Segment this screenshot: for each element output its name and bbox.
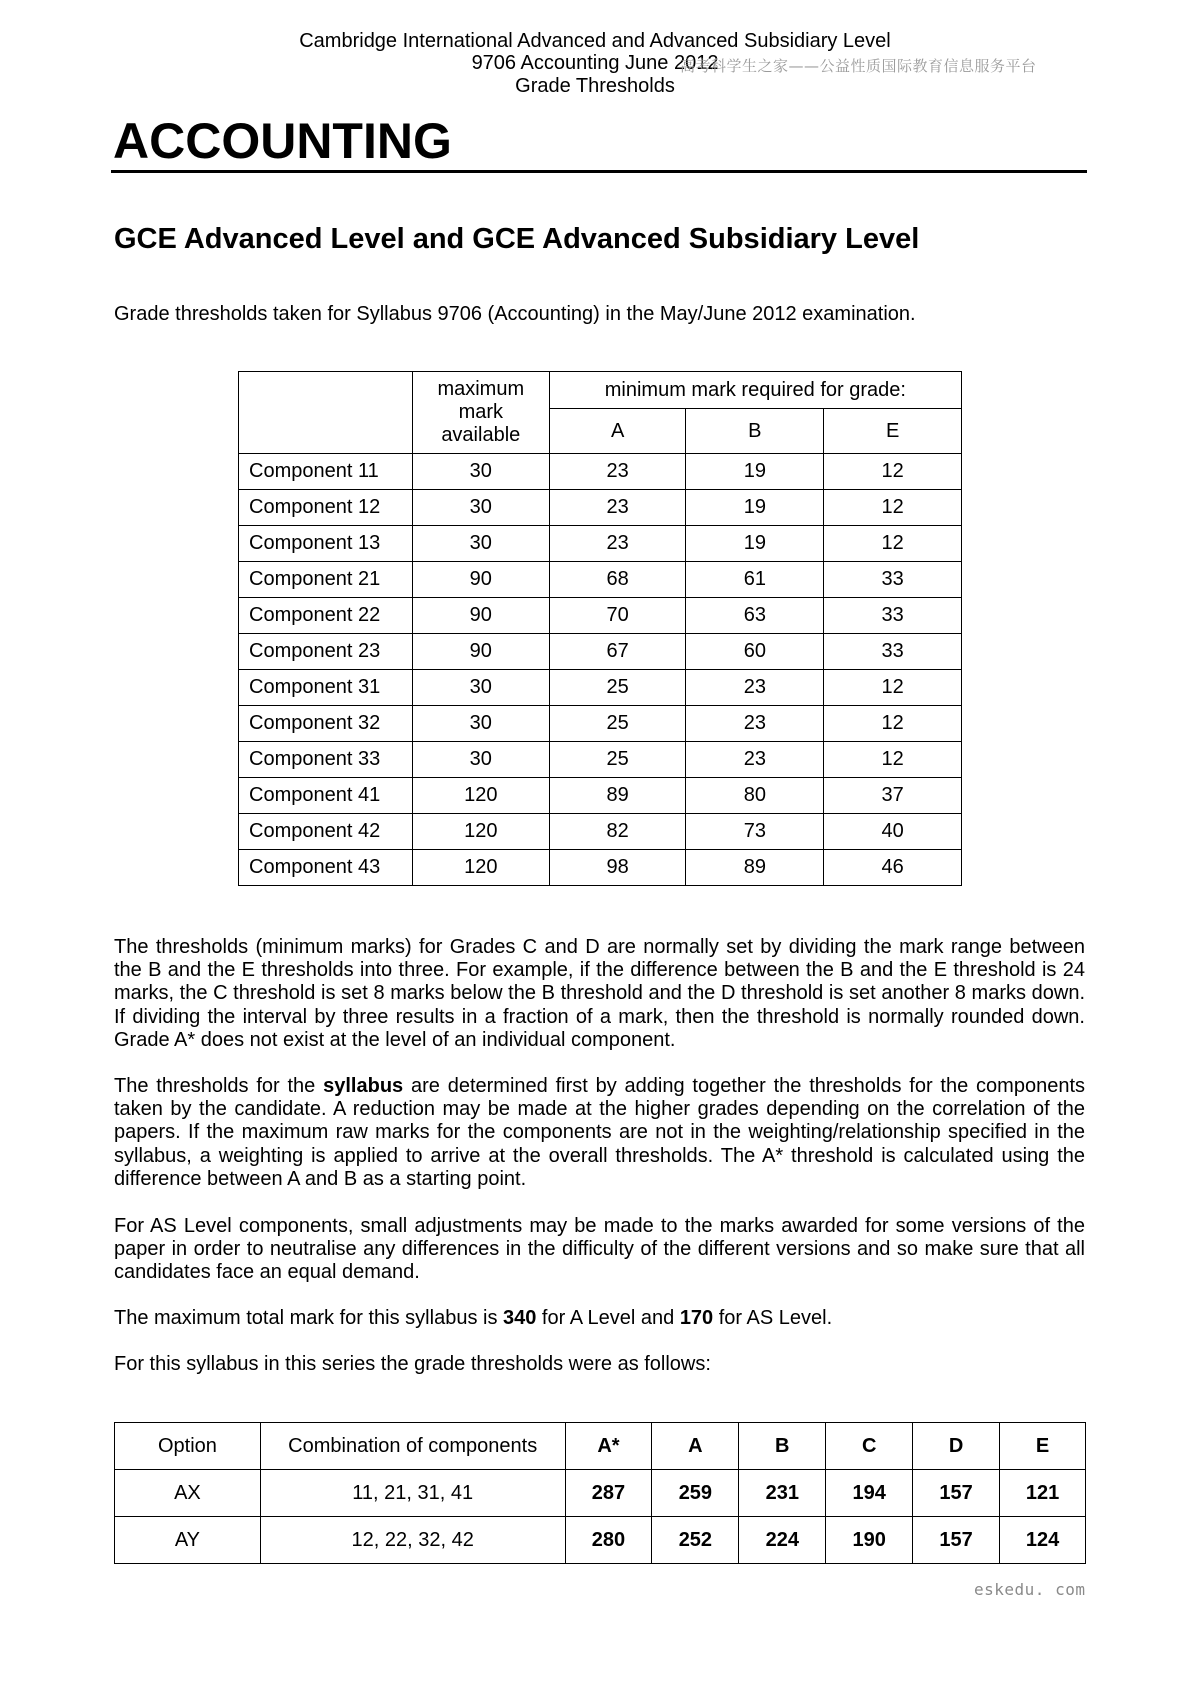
grade-header-astar: A*: [565, 1423, 652, 1470]
table-row: [239, 490, 962, 526]
grade-c-cell: 190: [826, 1517, 913, 1564]
grade-a-cell: 25: [549, 706, 686, 742]
grade-e-cell: 12: [824, 706, 962, 742]
table-row: [115, 1470, 1086, 1517]
max-mark-header: [412, 372, 549, 454]
grade-b-cell: 63: [686, 598, 824, 634]
grade-e-cell: 33: [824, 598, 962, 634]
combination-header: Combination of components: [260, 1423, 565, 1470]
max-total-text-3: for AS Level.: [713, 1307, 833, 1329]
grade-header-d: D: [913, 1423, 1000, 1470]
component-name-cell: Component 31: [239, 670, 413, 706]
grade-b-cell: 19: [686, 490, 824, 526]
grade-e-cell: 12: [824, 526, 962, 562]
grade-a-cell: 23: [549, 526, 686, 562]
component-name-cell: Component 22: [239, 598, 413, 634]
component-name-cell: Component 32: [239, 706, 413, 742]
paragraph-syllabus-thresholds-start: The thresholds for the: [114, 1075, 324, 1097]
grade-e-cell: 12: [824, 670, 962, 706]
max-mark-cell: 90: [412, 598, 549, 634]
intro-text: Grade thresholds taken for Syllabus 9706 (Accounting) in the May/June 2012 examination.: [114, 303, 916, 325]
grade-header-e: E: [824, 409, 962, 454]
combination-cell: 11, 21, 31, 41: [260, 1470, 565, 1517]
grade-b-cell: 23: [686, 742, 824, 778]
component-name-cell: Component 33: [239, 742, 413, 778]
max-mark-cell: 90: [412, 562, 549, 598]
grade-a-cell: 23: [549, 454, 686, 490]
grade-e-cell: 40: [824, 814, 962, 850]
paragraph-syllabus-thresholds: [114, 1075, 1085, 1191]
table-row: [239, 598, 962, 634]
option-table-body: [115, 1470, 1086, 1564]
grade-b-cell: 73: [686, 814, 824, 850]
grade-header-c: C: [826, 1423, 913, 1470]
grade-e-cell: 33: [824, 634, 962, 670]
table-row: [239, 526, 962, 562]
table-row: [239, 634, 962, 670]
max-mark-cell: 30: [412, 526, 549, 562]
paragraph-syllabus-bold: syllabus: [323, 1075, 404, 1097]
min-mark-header: minimum mark required for grade:: [549, 372, 961, 409]
max-mark-cell: 120: [412, 778, 549, 814]
grade-e-cell: 124: [1000, 1517, 1086, 1564]
table-row: [239, 814, 962, 850]
grade-a-cell: 70: [549, 598, 686, 634]
table-row: [239, 850, 962, 886]
component-name-cell: Component 21: [239, 562, 413, 598]
max-total-text-1: The maximum total mark for this syllabus is: [114, 1307, 503, 1329]
grade-b-cell: 23: [686, 706, 824, 742]
grade-a-cell: 68: [549, 562, 686, 598]
table-header-row: [239, 372, 962, 409]
component-table-body: [239, 454, 962, 886]
grade-b-cell: 224: [739, 1517, 826, 1564]
component-name-cell: Component 13: [239, 526, 413, 562]
grade-b-cell: 19: [686, 454, 824, 490]
grade-b-cell: 89: [686, 850, 824, 886]
max-mark-cell: 120: [412, 850, 549, 886]
grade-a-cell: 23: [549, 490, 686, 526]
grade-a-cell: 25: [549, 670, 686, 706]
grade-c-cell: 194: [826, 1470, 913, 1517]
option-header: Option: [115, 1423, 261, 1470]
component-name-cell: Component 23: [239, 634, 413, 670]
max-mark-header-line-3: available: [441, 424, 521, 446]
grade-header-b: B: [686, 409, 824, 454]
table-row: [115, 1517, 1086, 1564]
max-mark-cell: 30: [412, 490, 549, 526]
combination-cell: 12, 22, 32, 42: [260, 1517, 565, 1564]
table-row: [239, 778, 962, 814]
component-thresholds-table: [238, 371, 962, 886]
grade-e-cell: 12: [824, 742, 962, 778]
grade-a-cell: 82: [549, 814, 686, 850]
max-mark-cell: 30: [412, 670, 549, 706]
grade-b-cell: 19: [686, 526, 824, 562]
paragraph-as-adjustments: For AS Level components, small adjustments may be made to the marks awarded for some versions of the paper in order to neutralise any differences in the difficulty of the different versions and so make sure that all candidates face an equal demand.: [114, 1215, 1085, 1284]
grade-b-cell: 80: [686, 778, 824, 814]
grade-header-a: A: [652, 1423, 739, 1470]
grade-e-cell: 46: [824, 850, 962, 886]
max-mark-header-line-1: maximum: [437, 378, 525, 400]
footer-watermark: eskedu. com: [974, 1580, 1086, 1599]
grade-a-cell: 259: [652, 1470, 739, 1517]
paragraph-grades-c-d: The thresholds (minimum marks) for Grades C and D are normally set by dividing the mark range between the B and the E thresholds into three. For example, if the difference between the B and the E threshold is 24 marks, the C threshold is set 8 marks below the B threshold and the D threshold is set another 8 marks down. If dividing the interval by three results in a fraction of a mark, then the threshold is normally rounded down. Grade A* does not exist at the level of an individual component.: [114, 936, 1085, 1051]
header-line-3: Grade Thresholds: [515, 75, 675, 97]
table-row: [239, 670, 962, 706]
grade-b-cell: 61: [686, 562, 824, 598]
grade-a-cell: 89: [549, 778, 686, 814]
grade-header-a: A: [549, 409, 686, 454]
grade-header-b: B: [739, 1423, 826, 1470]
option-thresholds-table: [114, 1422, 1086, 1564]
grade-astar-cell: 280: [565, 1517, 652, 1564]
component-name-cell: Component 12: [239, 490, 413, 526]
max-total-as-level: 170: [679, 1307, 714, 1329]
grade-a-cell: 25: [549, 742, 686, 778]
watermark-text: 高考科学生之家——公益性质国际教育信息服务平台: [680, 57, 1037, 75]
grade-e-cell: 12: [824, 490, 962, 526]
grade-d-cell: 157: [913, 1517, 1000, 1564]
grade-b-cell: 60: [686, 634, 824, 670]
grade-header-e: E: [1000, 1423, 1086, 1470]
max-mark-cell: 30: [412, 742, 549, 778]
empty-header-cell: [239, 372, 413, 454]
grade-a-cell: 67: [549, 634, 686, 670]
page-title: ACCOUNTING: [113, 113, 452, 169]
grade-d-cell: 157: [913, 1470, 1000, 1517]
table-row: [239, 454, 962, 490]
header-line-1: Cambridge International Advanced and Advanced Subsidiary Level: [299, 30, 891, 52]
table-row: [239, 562, 962, 598]
paragraph-syllabus-thresholds-rest: are determined first by adding together the thresholds for the components taken by the candidate. A reduction may be made at the higher grades depending on the correlation of the papers. If the maximum raw marks for the components are not in the weighting/relationship specified in the syllabus, a weighting is applied to arrive at the overall thresholds. The A* threshold is calculated using the difference between A and B as a starting point.: [114, 1075, 1085, 1190]
max-mark-header-line-2: mark: [458, 401, 504, 423]
header-line-2: 9706 Accounting June 2012: [471, 52, 719, 74]
component-name-cell: Component 41: [239, 778, 413, 814]
grade-e-cell: 121: [1000, 1470, 1086, 1517]
max-mark-cell: 30: [412, 706, 549, 742]
grade-b-cell: 231: [739, 1470, 826, 1517]
max-total-a-level: 340: [503, 1307, 537, 1329]
max-mark-cell: 120: [412, 814, 549, 850]
component-name-cell: Component 43: [239, 850, 413, 886]
component-name-cell: Component 42: [239, 814, 413, 850]
max-mark-cell: 90: [412, 634, 549, 670]
grade-a-cell: 98: [549, 850, 686, 886]
grade-e-cell: 33: [824, 562, 962, 598]
paragraph-thresholds-follow: For this syllabus in this series the grade thresholds were as follows:: [114, 1353, 711, 1375]
component-name-cell: Component 11: [239, 454, 413, 490]
title-underline: [111, 170, 1087, 173]
option-table-header-row: [115, 1423, 1086, 1470]
page-subtitle: GCE Advanced Level and GCE Advanced Subsidiary Level: [114, 223, 920, 255]
grade-e-cell: 37: [824, 778, 962, 814]
option-cell: AX: [115, 1470, 261, 1517]
max-total-text-2: for A Level and: [536, 1307, 680, 1329]
grade-e-cell: 12: [824, 454, 962, 490]
option-cell: AY: [115, 1517, 261, 1564]
table-row: [239, 742, 962, 778]
max-mark-cell: 30: [412, 454, 549, 490]
grade-a-cell: 252: [652, 1517, 739, 1564]
table-row: [239, 706, 962, 742]
grade-b-cell: 23: [686, 670, 824, 706]
grade-astar-cell: 287: [565, 1470, 652, 1517]
paragraph-max-total: [114, 1307, 1085, 1330]
